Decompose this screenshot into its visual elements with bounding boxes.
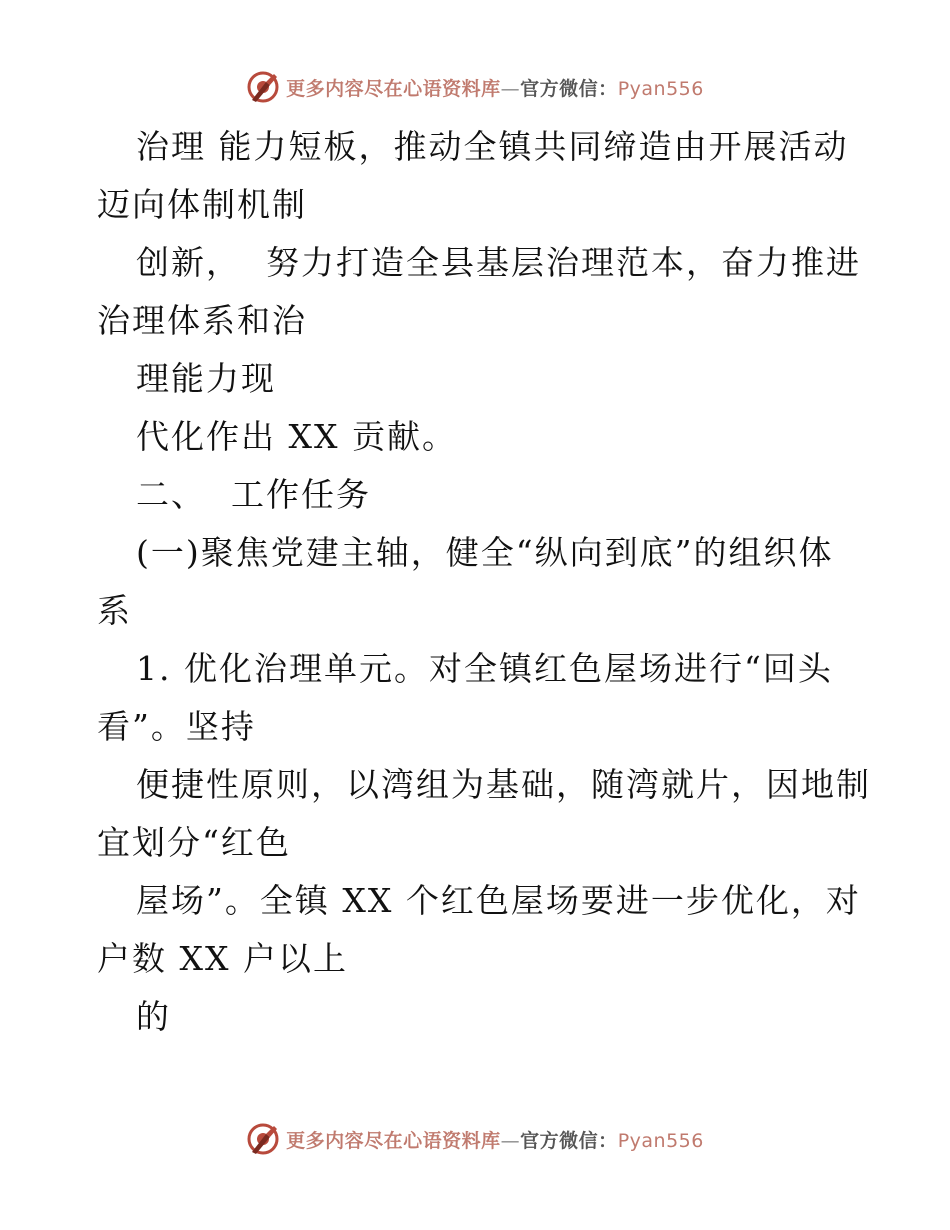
logo-icon [246,70,280,104]
subsection-heading: (一)聚焦党建主轴，健全“纵向到底”的组织体 [136,533,834,572]
body-line-11: 看”。坚持 [97,707,256,746]
footer-official-label: 官方微信： [520,1129,618,1152]
body-line-10: 1. 优化治理单元。对全镇红色屋场进行“回头 [136,649,833,688]
body-line-3: 创新， 努力打造全县基层治理范本，奋力推进 [136,243,861,282]
header-banner-text [286,74,704,101]
body-line-5: 理能力现 [136,359,276,398]
body-line-9: 系 [97,591,132,630]
footer-separator: — [500,1129,521,1152]
header-wechat-id: Pyan556 [617,77,704,100]
footer-wechat-id: Pyan556 [617,1129,704,1152]
body-line-1: 治理 能力短板，推动全镇共同缔造由开展活动 [136,127,849,166]
header-separator: — [500,77,521,100]
header-official-label: 官方微信： [520,77,618,100]
body-line-2: 迈向体制机制 [97,185,307,224]
body-line-4: 治理体系和治 [97,301,307,340]
document-body [0,118,950,1046]
body-line-13: 宜划分“红色 [97,823,291,862]
footer-banner [0,1122,950,1156]
header-banner [0,70,950,104]
logo-icon [246,1122,280,1156]
section-heading: 二、 工作任务 [136,475,371,514]
footer-brand: 更多内容尽在心语资料库 [286,1129,501,1152]
header-brand: 更多内容尽在心语资料库 [286,77,501,100]
body-line-6: 代化作出 XX 贡献。 [136,417,457,456]
footer-banner-text [286,1126,704,1153]
body-line-15: 户数 XX 户以上 [97,939,348,978]
body-line-12: 便捷性原则，以湾组为基础，随湾就片，因地制 [136,765,871,804]
body-line-16: 的 [136,997,171,1036]
body-line-14: 屋场”。全镇 XX 个红色屋场要进一步优化，对 [136,881,861,920]
